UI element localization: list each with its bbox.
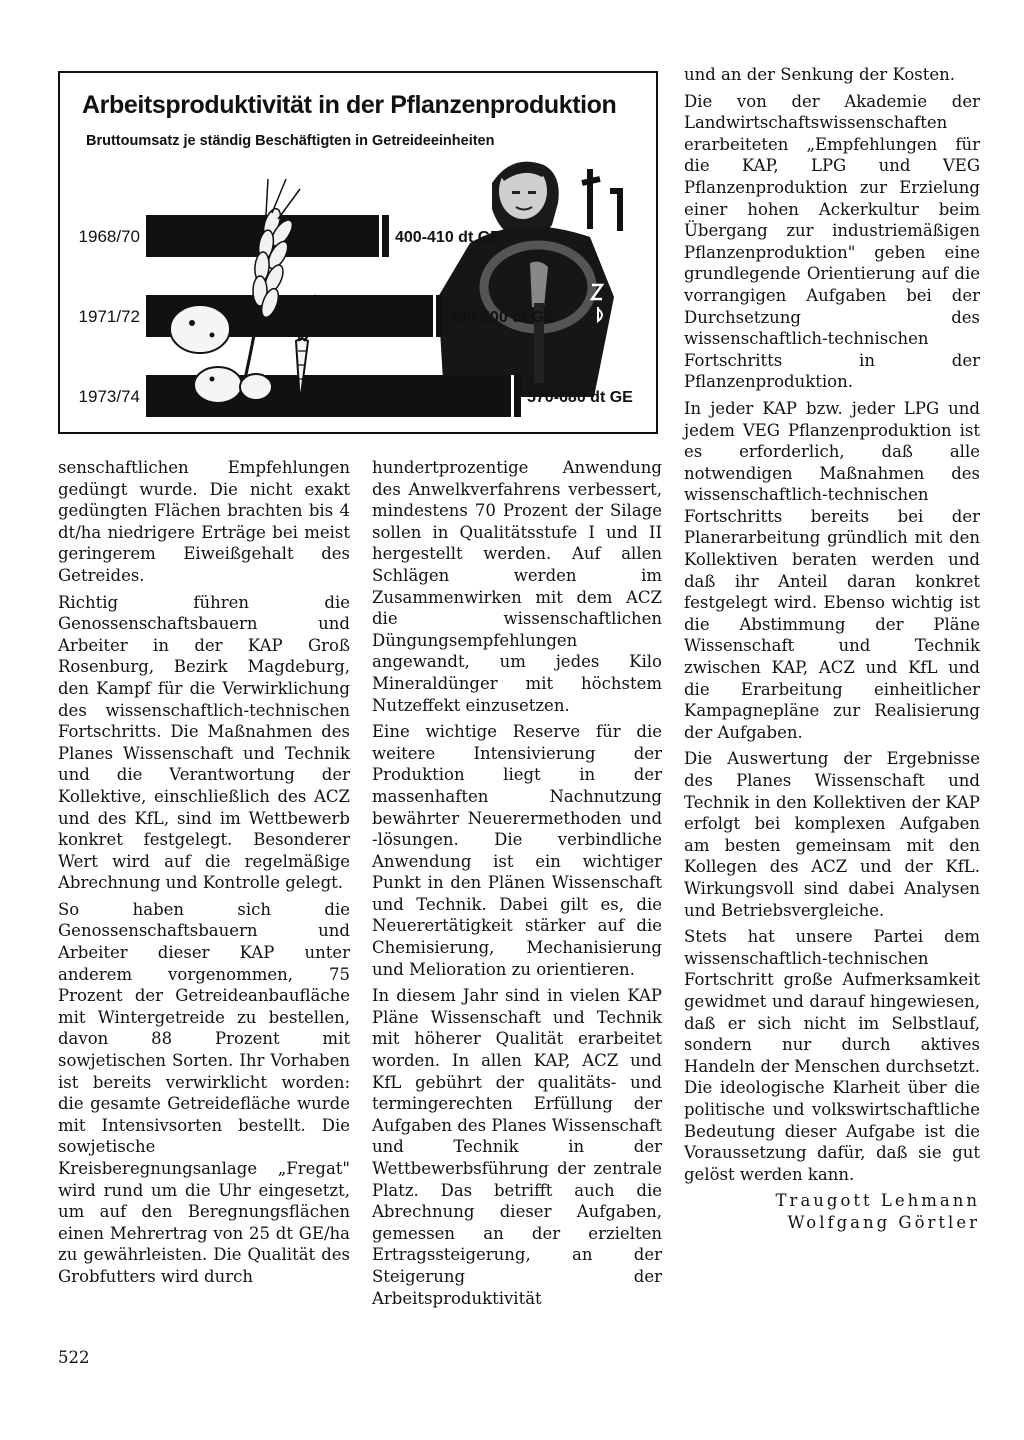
paragraph: In diesem Jahr sind in vielen KAP Pläne Wissenschaft und Technik mit höherer Qualität erarbeitet worden. In allen KAP, ACZ und KfL gebührt der qualitäts- und termingerechten Erfüllung der Aufgaben des Planes Wissenschaft und Technik in der Wettbewerbsführung der zentrale Platz. Das betrifft auch die Abrechnung dieser Aufgaben, gemessen an der erzielten Ertragssteigerung, an der Steigerung der Arbeitsproduktivität <box>372 986 662 1308</box>
chart-title: Arbeitsproduktivität in der Pflanzenproduktion <box>82 91 617 119</box>
chart-subtitle: Bruttoumsatz je ständig Beschäftigten in Getreideeinheiten <box>86 133 495 149</box>
page-number: 522 <box>58 1348 90 1367</box>
bar-end-separator <box>433 295 436 337</box>
category-label: 1968/70 <box>78 227 140 246</box>
farmer-photo-illustration <box>438 162 620 397</box>
crops-illustration <box>170 179 326 403</box>
paragraph: Eine wichtige Reserve für die weitere Intensivierung der Produktion liegt in der massenhaften Nachnutzung bewährter Neuerermethoden und -lösungen. Die verbindliche Anwendung ist ein wichtiger Punkt in den Plänen Wissenschaft und Technik. Dabei gilt es, die Neuerertätigkeit stärker auf die Chemisierung, Mechanisierung und Melioration zu orientieren. <box>372 722 662 979</box>
paragraph: Die Auswertung der Ergebnisse des Planes Wissenschaft und Technik in den Kollektiven der KAP erfolgt bei komplexen Aufgaben am besten gemeinsam mit den Kollegen des ACZ und der KfL. Wirkungsvoll sind dabei Analysen und Betriebsvergleiche. <box>684 749 980 920</box>
value-label: 400-410 dt GE <box>395 229 501 246</box>
paragraph: und an der Senkung der Kosten. <box>684 65 955 84</box>
paragraph: Stets hat unsere Partei dem wissenschaftlich-technischen Fortschritt große Aufmerksamkeit gewidmet und darauf hingewiesen, daß er sich nicht im Selbstlauf, sondern nur durch aktives Handeln der Menschen durchsetzt. Die ideologische Klarheit über die politische und volkswirtschaftliche Bedeutung dieser Aufgabe ist die Voraussetzung dafür, daß sie gut gelöst werden kann. <box>684 927 980 1184</box>
value-label: 570-680 dt GE <box>527 389 633 406</box>
author-name: Wolfgang Görtler <box>787 1212 980 1232</box>
bar-end-separator <box>511 375 514 417</box>
paragraph: In jeder KAP bzw. jeder LPG und jedem VEG Pflanzenproduktion ist es erforderlich, daß alle notwendigen Maßnahmen des wissenschaftlich-technischen Fortschritts bereits bei der Planerarbeitung gründlich mit den Kollektiven beraten werden und daß ihr Anteil daran konkret festgelegt wird. Ebenso wichtig ist die Abstimmung der Pläne Wissenschaft und Technik zwischen KAP, ACZ und KfL und die Erarbeitung einheitlicher Kampagnepläne zur Realisierung der Aufgaben. <box>684 398 980 742</box>
text-column-3 <box>684 64 980 1233</box>
author-name: Traugott Lehmann <box>775 1191 980 1211</box>
paragraph: Richtig führen die Genossenschaftsbauern und Arbeiter in der KAP Groß Rosenburg, Bezirk Magdeburg, den Kampf für die Verwirklichung des wissenschaftlich-technischen Fortschritts. Die Maßnahmen des Planes Wissenschaft und Technik und die Verantwortung der Kollektive, einschließlich des ACZ und des KfL, sind im Wettbewerb konkret festgelegt. Besonderer Wert wird auf die regelmäßige Abrechnung und Kontrolle gelegt. <box>58 592 350 893</box>
text-column-1 <box>58 457 350 1293</box>
category-label: 1973/74 <box>78 387 140 406</box>
paragraph: So haben sich die Genossenschaftsbauern und Arbeiter dieser KAP unter anderem vorgenommen, 75 Prozent der Getreideanbaufläche mit Wintergetreide zu bestellen, davon 88 Prozent mit sowjetischen Sorten. Ihr Vorhaben ist bereits verwirklicht worden: die gesamte Getreidefläche wurde mit Intensivsorten bestellt. Die sowjetische Kreisberegnungsanlage „Fregat" wird rund um die Uhr eingesetzt, um auf den Beregnungsflächen einen Mehrertrag von 25 dt GE/ha zu gewährleisten. Die Qualität des Grobfutters wird durch <box>58 899 350 1286</box>
category-labels-group <box>79 227 140 406</box>
paragraph: Die von der Akademie der Landwirtschaftswissenschaften erarbeiteten „Empfehlungen für die KAP, LPG und VEG Pflanzenproduktion zur Erzielung einer hohen Ackerkultur beim Übergang zur industriemäßigen Pflanzenproduktion" geben eine grundlegende Orientierung auf die vorrangigen Aufgaben bei der Durchsetzung des wissenschaftlich-technischen Fortschritts in der Pflanzenproduktion. <box>684 91 980 392</box>
paragraph: senschaftlichen Empfehlungen gedüngt wurde. Die nicht exakt gedüngten Flächen brachten bis 4 dt/ha niedrigere Erträge bei meist geringerem Eiweißgehalt des Getreides. <box>58 458 350 585</box>
chart-svg <box>60 73 658 434</box>
category-label: 1971/72 <box>78 307 140 326</box>
bar-end-separator <box>379 215 382 257</box>
value-label: 490-500 dt GE <box>449 309 555 326</box>
text-column-2 <box>372 457 662 1314</box>
paragraph: hundertprozentige Anwendung des Anwelkverfahrens verbessert, mindestens 70 Prozent der Silage sollen in Qualitätsstufe I und II hergestellt werden. Auf allen Schlägen werden im Zusammenwirken mit dem ACZ die wissenschaftlichen Düngungsempfehlungen angewandt, um jedes Kilo Mineraldünger mit höchstem Nutzeffekt einzusetzen. <box>372 458 662 715</box>
chart-figure <box>58 71 658 434</box>
